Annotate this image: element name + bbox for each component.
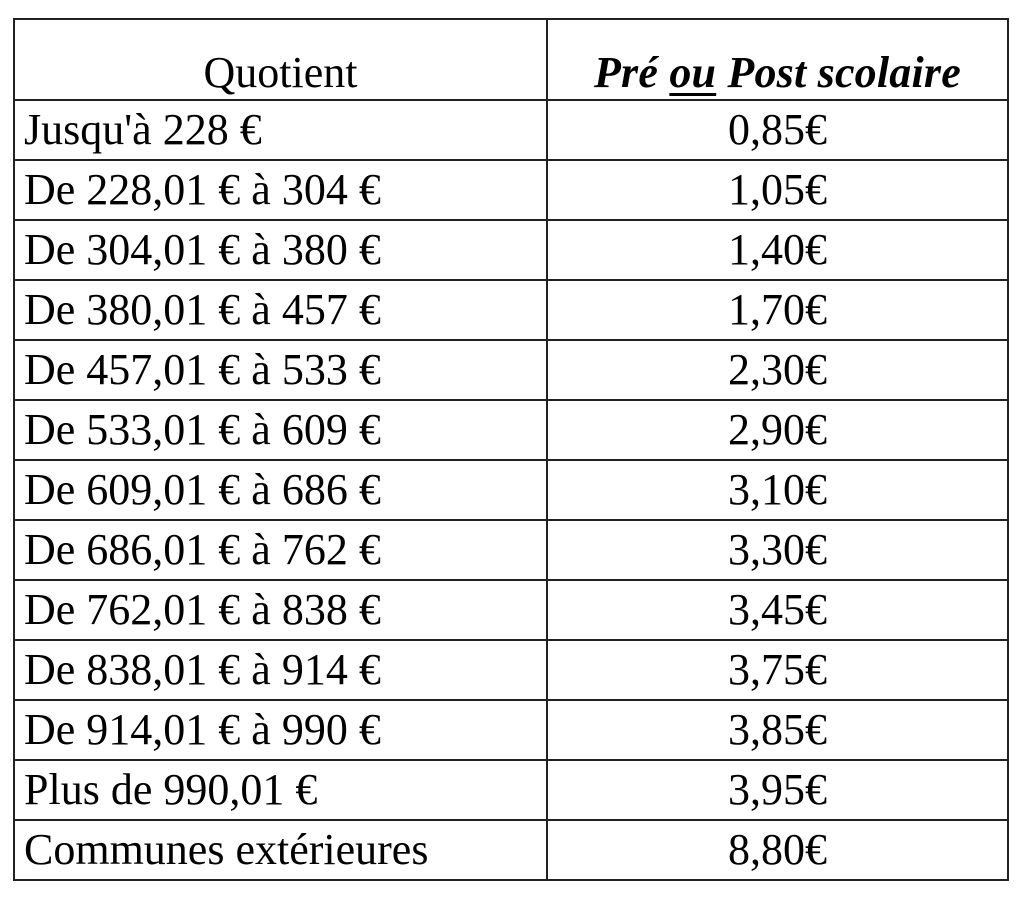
- table-row: [14, 820, 1008, 880]
- price-cell: 1,05€: [547, 160, 1008, 220]
- quotient-range-cell: De 533,01 € à 609 €: [14, 400, 547, 460]
- price-header-pre: Pré: [593, 48, 659, 97]
- price-cell: 1,70€: [547, 280, 1008, 340]
- price-header-ou: ou: [669, 48, 717, 97]
- table-row: [14, 640, 1008, 700]
- price-cell: 3,45€: [547, 580, 1008, 640]
- table-row: [14, 100, 1008, 160]
- quotient-range-cell: De 914,01 € à 990 €: [14, 700, 547, 760]
- quotient-header-label: Quotient: [203, 48, 358, 97]
- table-row: [14, 400, 1008, 460]
- price-cell: 3,75€: [547, 640, 1008, 700]
- table-row: [14, 220, 1008, 280]
- table-row: [14, 520, 1008, 580]
- table-header: [14, 19, 1008, 100]
- table-row: [14, 760, 1008, 820]
- table-row: [14, 160, 1008, 220]
- price-cell: 3,95€: [547, 760, 1008, 820]
- price-column-header: [547, 19, 1008, 100]
- table-row: [14, 460, 1008, 520]
- quotient-range-cell: De 228,01 € à 304 €: [14, 160, 547, 220]
- price-cell: 1,40€: [547, 220, 1008, 280]
- price-cell: 0,85€: [547, 100, 1008, 160]
- table-row: [14, 340, 1008, 400]
- quotient-range-cell: Communes extérieures: [14, 820, 547, 880]
- tariff-table: [13, 18, 1009, 881]
- quotient-range-cell: De 838,01 € à 914 €: [14, 640, 547, 700]
- price-cell: 3,30€: [547, 520, 1008, 580]
- header-row: [14, 19, 1008, 100]
- price-cell: 8,80€: [547, 820, 1008, 880]
- table-body: [14, 100, 1008, 880]
- price-cell: 2,30€: [547, 340, 1008, 400]
- quotient-range-cell: Jusqu'à 228 €: [14, 100, 547, 160]
- price-cell: 3,85€: [547, 700, 1008, 760]
- price-header-post: Post scolaire: [727, 48, 961, 97]
- quotient-range-cell: De 609,01 € à 686 €: [14, 460, 547, 520]
- quotient-range-cell: De 380,01 € à 457 €: [14, 280, 547, 340]
- table-row: [14, 280, 1008, 340]
- table-row: [14, 700, 1008, 760]
- quotient-range-cell: De 457,01 € à 533 €: [14, 340, 547, 400]
- price-cell: 2,90€: [547, 400, 1008, 460]
- quotient-range-cell: Plus de 990,01 €: [14, 760, 547, 820]
- price-cell: 3,10€: [547, 460, 1008, 520]
- quotient-range-cell: De 686,01 € à 762 €: [14, 520, 547, 580]
- quotient-column-header: [14, 19, 547, 100]
- table-row: [14, 580, 1008, 640]
- quotient-range-cell: De 762,01 € à 838 €: [14, 580, 547, 640]
- quotient-range-cell: De 304,01 € à 380 €: [14, 220, 547, 280]
